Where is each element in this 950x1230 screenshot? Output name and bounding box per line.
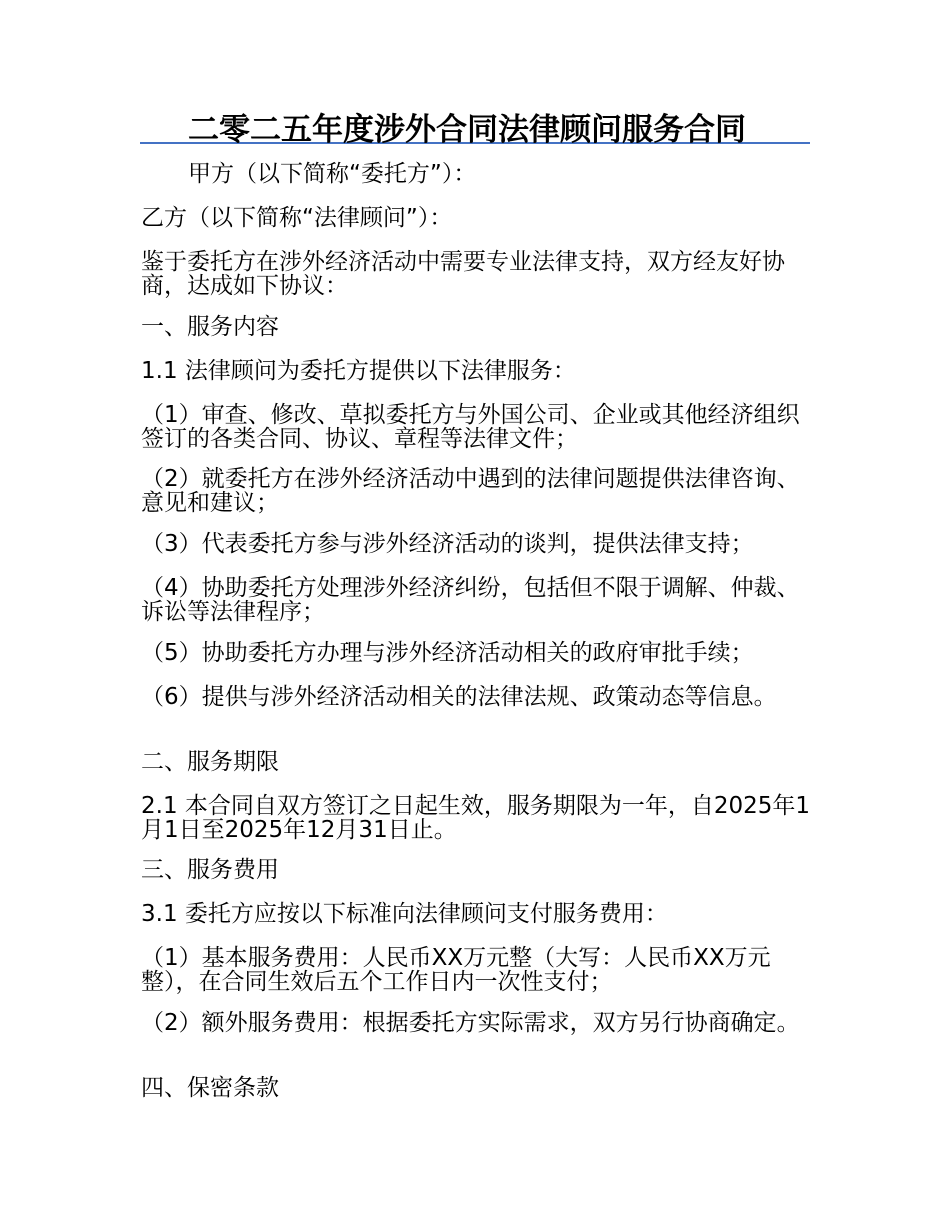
document-title: 二零二五年度涉外合同法律顾问服务合同 (188, 112, 746, 148)
list-item: （1）审查、修改、草拟委托方与外国公司、企业或其他经济组织签订的各类合同、协议、章程等法律文件； (141, 402, 800, 452)
list-item: （4）协助委托方处理涉外经济纠纷，包括但不限于调解、仲裁、诉讼等法律程序； (141, 575, 800, 625)
list-item: （5）协助委托方办理与涉外经济活动相关的政府审批手续； (141, 640, 754, 666)
clause-text: 3.1 委托方应按以下标准向法律顾问支付服务费用： (141, 901, 668, 927)
list-item: （2）就委托方在涉外经济活动中遇到的法律问题提供法律咨询、意见和建议； (141, 466, 800, 516)
list-item: （3）代表委托方参与涉外经济活动的谈判，提供法律支持； (141, 531, 754, 557)
preamble: 鉴于委托方在涉外经济活动中需要专业法律支持，双方经友好协商，达成如下协议： (141, 249, 785, 299)
section-heading: 一、服务内容 (141, 314, 279, 340)
section-heading: 二、服务期限 (141, 749, 279, 775)
section-heading: 四、保密条款 (141, 1075, 279, 1101)
party-b-line: 乙方（以下简称“法律顾问”）： (141, 205, 453, 231)
list-item: （2）额外服务费用：根据委托方实际需求，双方另行协商确定。 (141, 1010, 800, 1036)
party-a-line: 甲方（以下简称“委托方”）： (188, 161, 477, 187)
clause-text: 2.1 本合同自双方签订之日起生效，服务期限为一年，自2025年1月1日至2025年12月31日止。 (141, 793, 811, 843)
list-item: （1）基本服务费用：人民币XX万元整（大写：人民币XX万元整），在合同生效后五个工作日内一次性支付； (141, 945, 771, 995)
clause-text: 1.1 法律顾问为委托方提供以下法律服务： (141, 358, 576, 384)
list-item: （6）提供与涉外经济活动相关的法律法规、政策动态等信息。 (141, 684, 777, 710)
title-underline (140, 102, 810, 148)
section-heading: 三、服务费用 (141, 857, 279, 883)
